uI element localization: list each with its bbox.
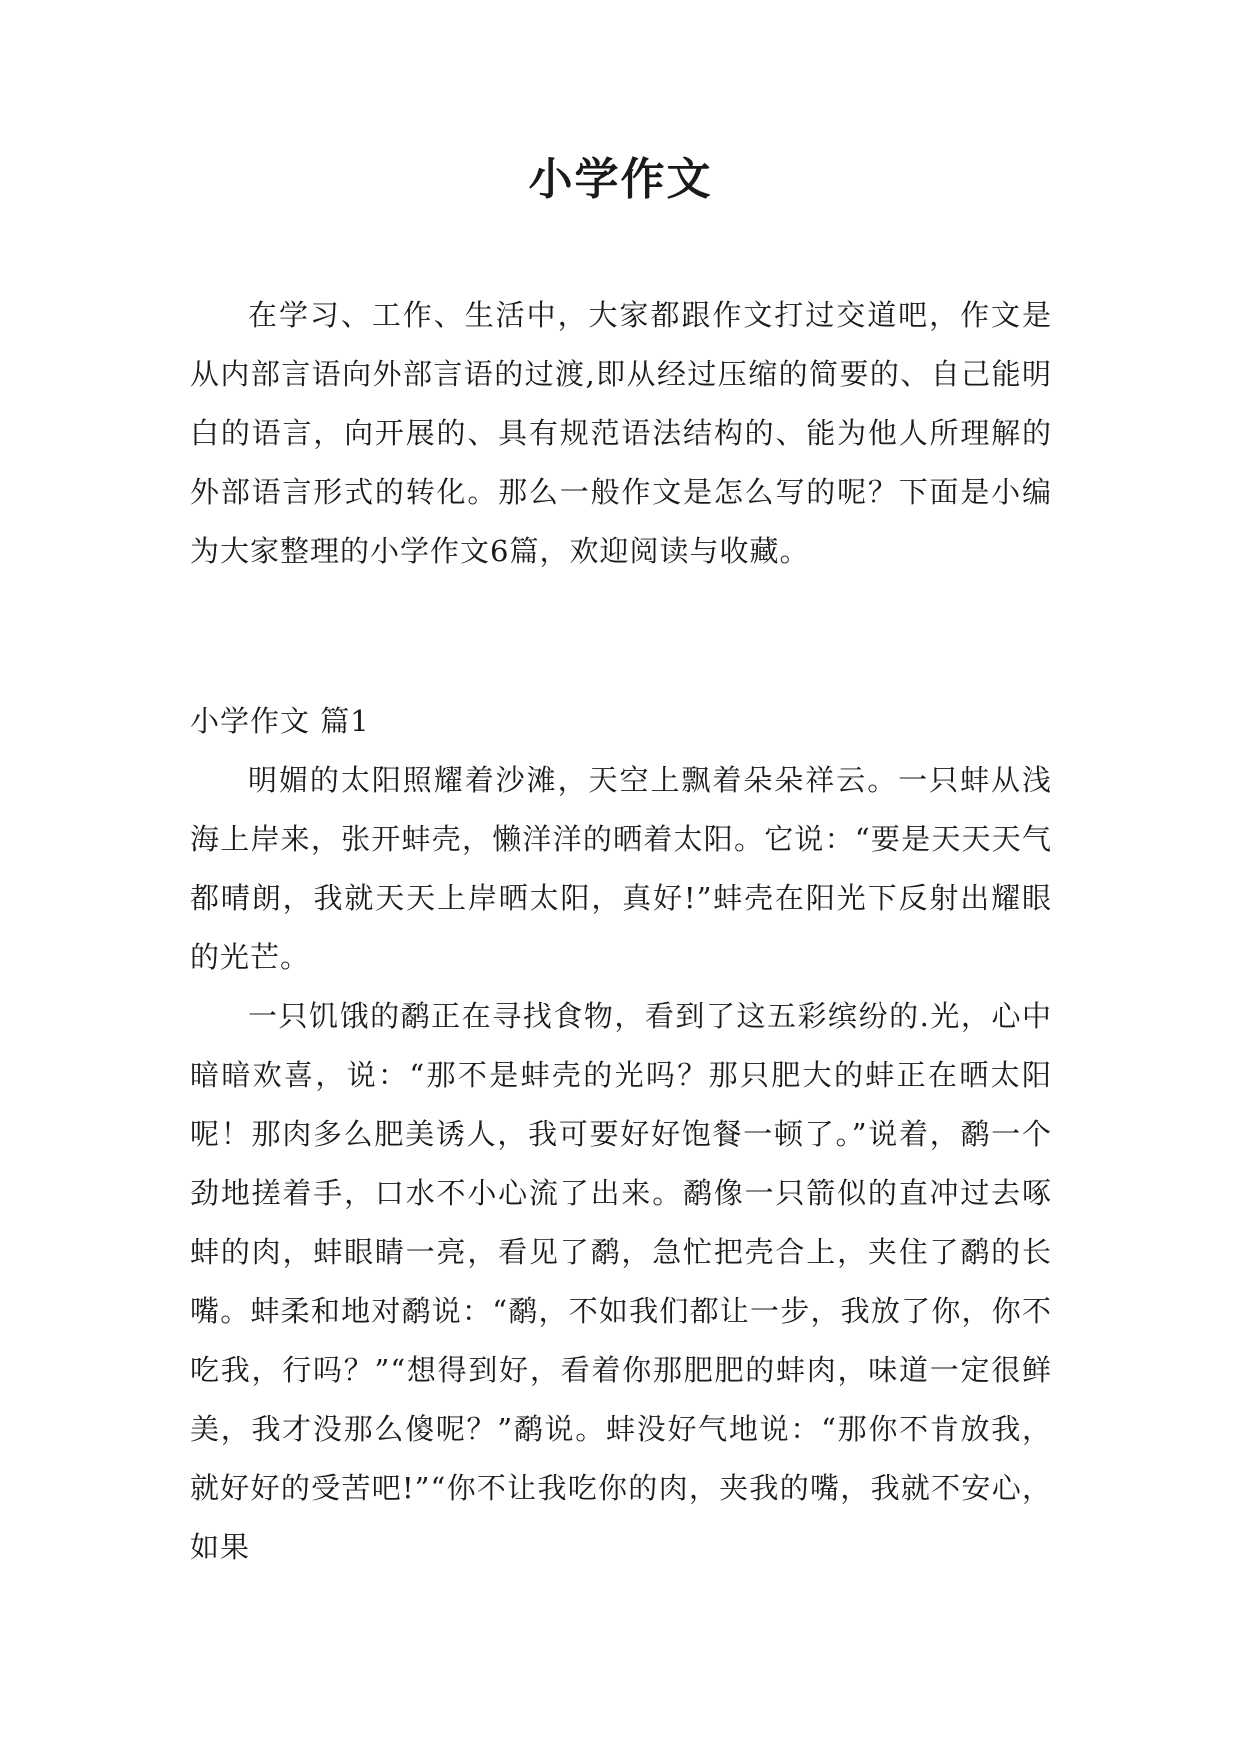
body-paragraph-1: 明媚的太阳照耀着沙滩，天空上飘着朵朵祥云。一只蚌从浅海上岸来，张开蚌壳，懒洋洋的晒着太阳。它说：“要是天天天气都晴朗，我就天天上岸晒太阳，真好!”蚌壳在阳光下反射出耀眼的光芒。 (190, 763, 1052, 974)
intro-paragraph: 在学习、工作、生活中，大家都跟作文打过交道吧，作文是从内部言语向外部言语的过渡,即从经过压缩的简要的、自己能明白的语言，向开展的、具有规范语法结构的、能为他人所理解的外部语言形式的转化。那么一般作文是怎么写的呢？下面是小编为大家整理的小学作文6篇，欢迎阅读与收藏。 (190, 298, 1052, 568)
section-body (190, 751, 1052, 1577)
section-heading: 小学作文 篇1 (190, 704, 370, 738)
intro-block (190, 286, 1052, 581)
document-title: 小学作文 (528, 154, 713, 205)
body-paragraph-2: 一只饥饿的鹬正在寻找食物，看到了这五彩缤纷的.光，心中暗暗欢喜，说：“那不是蚌壳的光吗？那只肥大的蚌正在晒太阳呢！那肉多么肥美诱人，我可要好好饱餐一顿了。”说着，鹬一个劲地搓着手，口水不小心流了出来。鹬像一只箭似的直冲过去啄蚌的肉，蚌眼睛一亮，看见了鹬，急忙把壳合上，夹住了鹬的长嘴。蚌柔和地对鹬说：“鹬，不如我们都让一步，我放了你，你不吃我，行吗？”“想得到好，看着你那肥肥的蚌肉，味道一定很鲜美，我才没那么傻呢？”鹬说。蚌没好气地说：“那你不肯放我，就好好的受苦吧!”“你不让我吃你的肉，夹我的嘴，我就不安心，如果 (190, 999, 1052, 1564)
